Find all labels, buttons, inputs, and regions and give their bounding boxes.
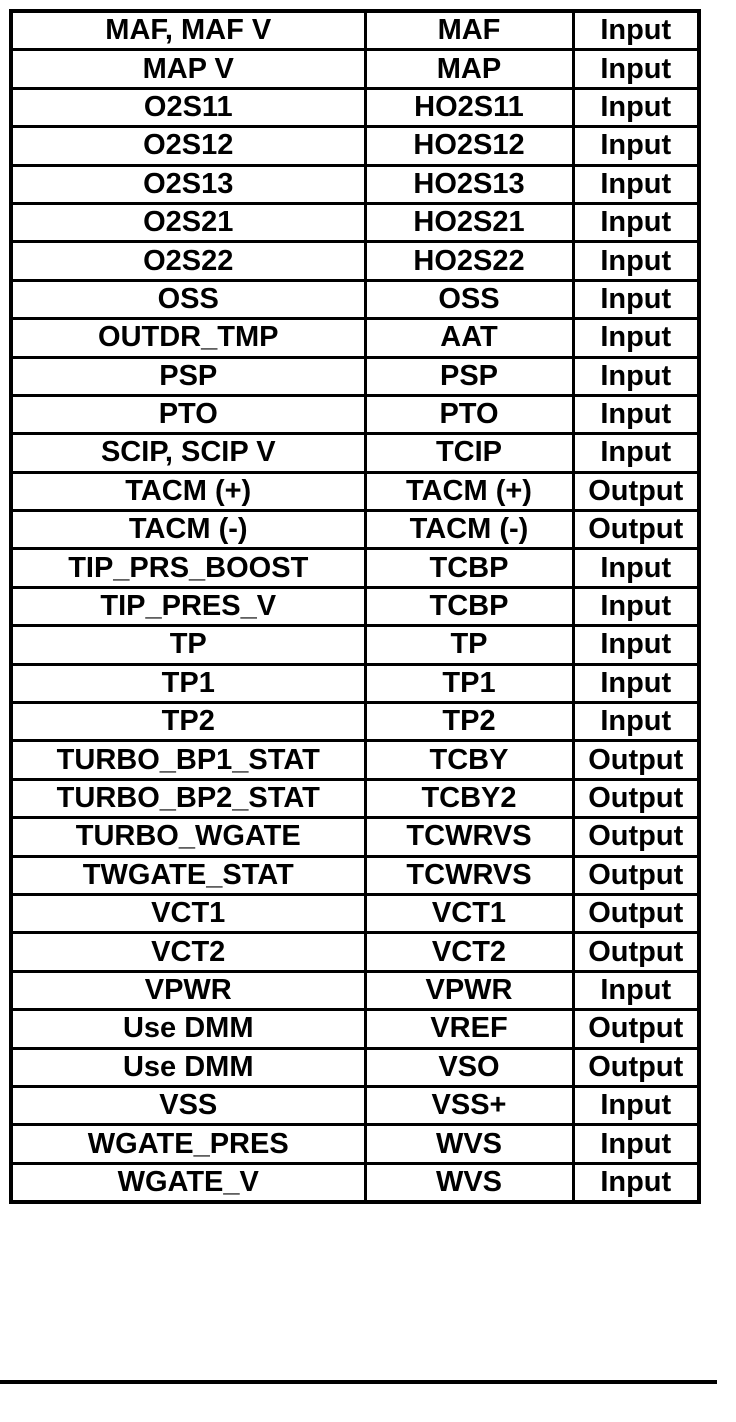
pid-name-cell: TWGATE_STAT <box>11 856 365 894</box>
pid-name-cell: VCT1 <box>11 894 365 932</box>
pid-name-cell: O2S13 <box>11 165 365 203</box>
direction-cell: Output <box>573 779 699 817</box>
pid-name-cell: TACM (-) <box>11 511 365 549</box>
pid-name-cell: O2S11 <box>11 88 365 126</box>
direction-cell: Input <box>573 11 699 50</box>
signal-cell: HO2S12 <box>365 127 573 165</box>
pid-name-cell: Use DMM <box>11 1048 365 1086</box>
direction-cell: Output <box>573 818 699 856</box>
signal-cell: TACM (-) <box>365 511 573 549</box>
direction-cell: Input <box>573 88 699 126</box>
pid-name-cell: TP1 <box>11 664 365 702</box>
pid-name-cell: MAF, MAF V <box>11 11 365 50</box>
direction-cell: Output <box>573 472 699 510</box>
signal-cell: PTO <box>365 395 573 433</box>
table-row <box>11 1163 699 1202</box>
pid-signal-table <box>9 9 701 1204</box>
direction-cell: Input <box>573 1163 699 1202</box>
signal-cell: TCBP <box>365 587 573 625</box>
signal-cell: VREF <box>365 1010 573 1048</box>
direction-cell: Input <box>573 626 699 664</box>
table-row <box>11 587 699 625</box>
pid-name-cell: TP <box>11 626 365 664</box>
table-row <box>11 242 699 280</box>
table-row <box>11 856 699 894</box>
signal-cell: VSS+ <box>365 1086 573 1124</box>
pid-name-cell: TURBO_BP1_STAT <box>11 741 365 779</box>
signal-cell: TCBY2 <box>365 779 573 817</box>
table-row <box>11 549 699 587</box>
signal-cell: MAF <box>365 11 573 50</box>
table-row <box>11 395 699 433</box>
table-body <box>11 11 699 1202</box>
signal-cell: TCWRVS <box>365 856 573 894</box>
signal-cell: TCBP <box>365 549 573 587</box>
direction-cell: Input <box>573 127 699 165</box>
signal-cell: TACM (+) <box>365 472 573 510</box>
pid-name-cell: O2S21 <box>11 203 365 241</box>
direction-cell: Input <box>573 50 699 88</box>
signal-cell: MAP <box>365 50 573 88</box>
table-row <box>11 511 699 549</box>
pid-name-cell: O2S22 <box>11 242 365 280</box>
table-row <box>11 818 699 856</box>
direction-cell: Input <box>573 242 699 280</box>
table-row <box>11 203 699 241</box>
pid-name-cell: OSS <box>11 280 365 318</box>
direction-cell: Input <box>573 357 699 395</box>
pid-name-cell: TACM (+) <box>11 472 365 510</box>
signal-cell: AAT <box>365 319 573 357</box>
pid-name-cell: TIP_PRS_BOOST <box>11 549 365 587</box>
table-row <box>11 434 699 472</box>
direction-cell: Input <box>573 1086 699 1124</box>
signal-cell: WVS <box>365 1125 573 1163</box>
pid-name-cell: TP2 <box>11 703 365 741</box>
table-row <box>11 127 699 165</box>
table-row <box>11 933 699 971</box>
table-row <box>11 971 699 1009</box>
table-row <box>11 894 699 932</box>
direction-cell: Output <box>573 894 699 932</box>
table-row <box>11 319 699 357</box>
table-row <box>11 50 699 88</box>
signal-cell: VCT2 <box>365 933 573 971</box>
direction-cell: Output <box>573 933 699 971</box>
signal-cell: HO2S13 <box>365 165 573 203</box>
pid-name-cell: MAP V <box>11 50 365 88</box>
direction-cell: Input <box>573 319 699 357</box>
table-row <box>11 703 699 741</box>
table-row <box>11 11 699 50</box>
table-row <box>11 1125 699 1163</box>
direction-cell: Input <box>573 434 699 472</box>
pid-name-cell: WGATE_V <box>11 1163 365 1202</box>
signal-cell: TCIP <box>365 434 573 472</box>
signal-cell: TP2 <box>365 703 573 741</box>
table-row <box>11 741 699 779</box>
pid-name-cell: PSP <box>11 357 365 395</box>
table-row <box>11 280 699 318</box>
table-row <box>11 357 699 395</box>
signal-cell: VCT1 <box>365 894 573 932</box>
pid-name-cell: TIP_PRES_V <box>11 587 365 625</box>
pid-name-cell: TURBO_BP2_STAT <box>11 779 365 817</box>
table-row <box>11 472 699 510</box>
signal-cell: OSS <box>365 280 573 318</box>
direction-cell: Input <box>573 971 699 1009</box>
direction-cell: Input <box>573 203 699 241</box>
pid-name-cell: PTO <box>11 395 365 433</box>
pid-name-cell: OUTDR_TMP <box>11 319 365 357</box>
signal-cell: TP <box>365 626 573 664</box>
pid-name-cell: VPWR <box>11 971 365 1009</box>
pid-name-cell: VCT2 <box>11 933 365 971</box>
direction-cell: Input <box>573 1125 699 1163</box>
direction-cell: Input <box>573 165 699 203</box>
direction-cell: Output <box>573 856 699 894</box>
pid-name-cell: O2S12 <box>11 127 365 165</box>
table-row <box>11 626 699 664</box>
direction-cell: Input <box>573 280 699 318</box>
table-row <box>11 165 699 203</box>
direction-cell: Input <box>573 549 699 587</box>
signal-cell: VSO <box>365 1048 573 1086</box>
signal-cell: TCBY <box>365 741 573 779</box>
signal-cell: VPWR <box>365 971 573 1009</box>
pid-name-cell: TURBO_WGATE <box>11 818 365 856</box>
signal-cell: WVS <box>365 1163 573 1202</box>
direction-cell: Input <box>573 395 699 433</box>
signal-cell: HO2S11 <box>365 88 573 126</box>
signal-cell: TP1 <box>365 664 573 702</box>
bottom-rule <box>0 1380 717 1384</box>
table-row <box>11 1048 699 1086</box>
direction-cell: Output <box>573 1010 699 1048</box>
direction-cell: Output <box>573 741 699 779</box>
table-row <box>11 1010 699 1048</box>
table-row <box>11 779 699 817</box>
pid-name-cell: VSS <box>11 1086 365 1124</box>
pid-name-cell: Use DMM <box>11 1010 365 1048</box>
signal-cell: HO2S22 <box>365 242 573 280</box>
direction-cell: Input <box>573 703 699 741</box>
table-row <box>11 88 699 126</box>
table-row <box>11 1086 699 1124</box>
pid-name-cell: SCIP, SCIP V <box>11 434 365 472</box>
signal-cell: HO2S21 <box>365 203 573 241</box>
direction-cell: Output <box>573 1048 699 1086</box>
direction-cell: Input <box>573 664 699 702</box>
table-row <box>11 664 699 702</box>
signal-cell: PSP <box>365 357 573 395</box>
pid-name-cell: WGATE_PRES <box>11 1125 365 1163</box>
direction-cell: Input <box>573 587 699 625</box>
signal-cell: TCWRVS <box>365 818 573 856</box>
direction-cell: Output <box>573 511 699 549</box>
